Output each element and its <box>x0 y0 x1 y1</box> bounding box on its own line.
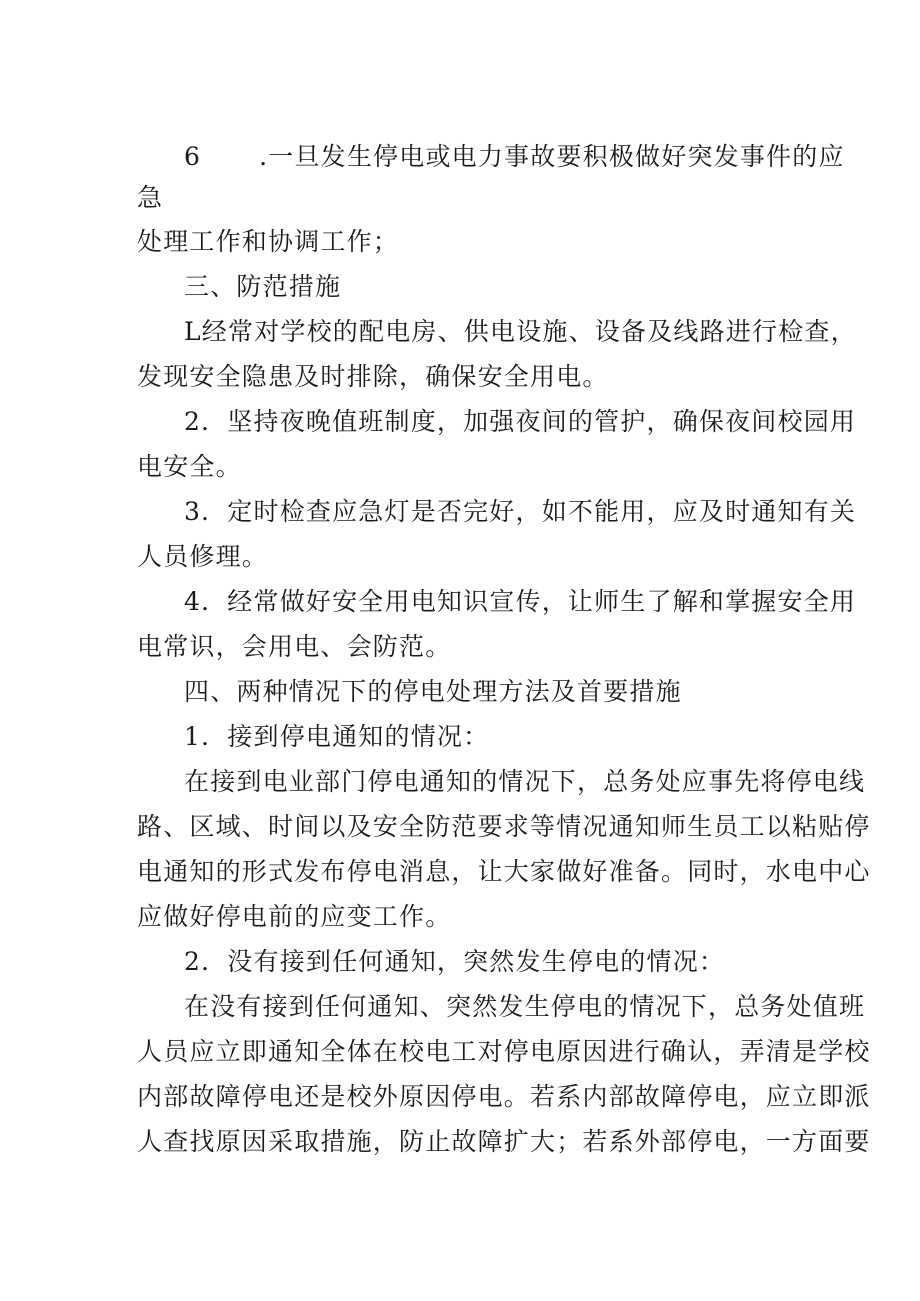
paragraph-line: 路、区域、时间以及安全防范要求等情况通知师生员工以粘贴停 <box>137 812 871 841</box>
paragraph-line: 电安全。 <box>137 452 242 481</box>
paragraph-line: L经常对学校的配电房、供电设施、设备及线路进行检查， <box>184 317 857 346</box>
paragraph-line: 2．没有接到任何通知，突然发生停电的情况： <box>184 947 726 976</box>
paragraph-line: 人员应立即通知全体在校电工对停电原因进行确认，弄清是学校 <box>137 1037 871 1066</box>
item-number: 6 <box>184 142 202 171</box>
paragraph-line: 内部故障停电还是校外原因停电。若系内部故障停电，应立即派 <box>137 1082 871 1111</box>
paragraph-line: 2．坚持夜晚值班制度，加强夜间的管护，确保夜间校园用 <box>184 407 857 436</box>
paragraph-line: 电通知的形式发布停电消息，让大家做好准备。同时，水电中心 <box>137 857 871 886</box>
paragraph-line: 处理工作和协调工作； <box>137 227 400 256</box>
section-heading: 三、防范措施 <box>184 272 342 301</box>
paragraph-line: 1．接到停电通知的情况： <box>184 722 490 751</box>
paragraph-line: 在没有接到任何通知、突然发生停电的情况下，总务处值班 <box>184 992 866 1021</box>
section-heading: 四、两种情况下的停电处理方法及首要措施 <box>184 677 682 706</box>
paragraph-line: 电常识，会用电、会防范。 <box>137 632 452 661</box>
paragraph-line: 3．定时检查应急灯是否完好，如不能用，应及时通知有关 <box>184 497 857 526</box>
paragraph-line: 急 <box>137 183 164 212</box>
paragraph-line: 人查找原因采取措施，防止故障扩大；若系外部停电，一方面要 <box>137 1127 871 1156</box>
paragraph-line: 4．经常做好安全用电知识宣传，让师生了解和掌握安全用 <box>184 587 857 616</box>
paragraph-line: 发现安全隐患及时排除，确保安全用电。 <box>137 362 609 391</box>
paragraph-line: 在接到电业部门停电通知的情况下，总务处应事先将停电线 <box>184 767 866 796</box>
paragraph-line: 人员修理。 <box>137 542 269 571</box>
paragraph-line: 应做好停电前的应变工作。 <box>137 902 452 931</box>
line-text: .一旦发生停电或电力事故要积极做好突发事件的应 <box>259 142 845 171</box>
paragraph-line <box>184 142 844 172</box>
